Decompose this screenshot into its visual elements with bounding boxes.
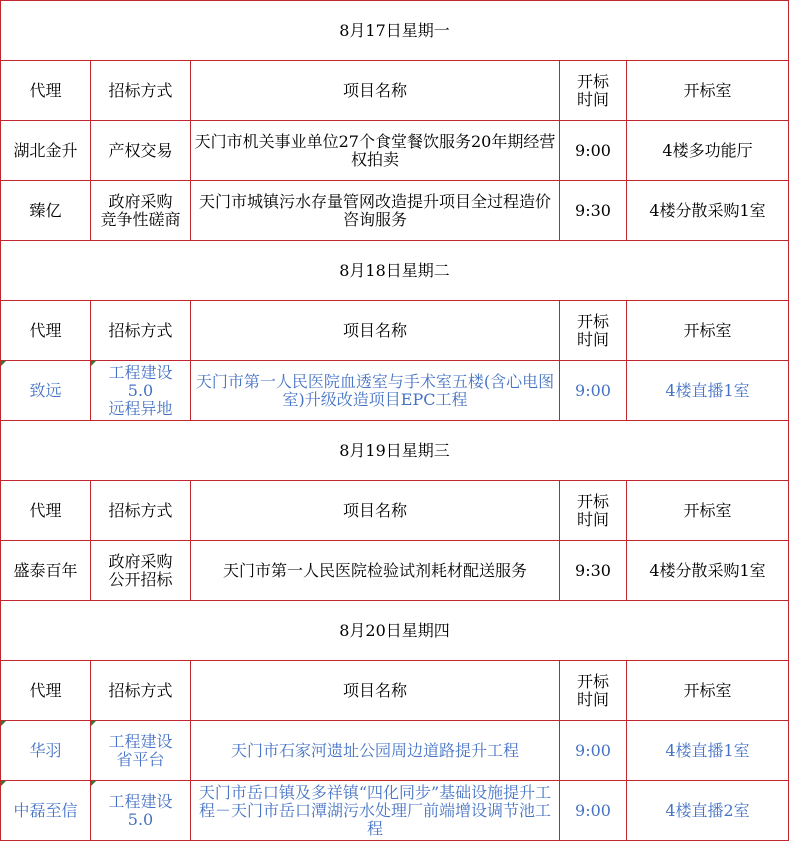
day-header-row (1, 601, 789, 661)
column-header-agent: 代理 (1, 481, 91, 541)
column-header-room: 开标室 (627, 301, 789, 361)
schedule-body (1, 1, 789, 841)
table-row (1, 181, 789, 241)
table-row (1, 541, 789, 601)
method-cell: 政府采购 公开招标 (91, 541, 191, 601)
column-header-row (1, 301, 789, 361)
column-header-method: 招标方式 (91, 481, 191, 541)
day-header-row (1, 241, 789, 301)
project-name-cell: 天门市石家河遗址公园周边道路提升工程 (191, 721, 560, 781)
column-header-project: 项目名称 (191, 61, 560, 121)
column-header-row (1, 481, 789, 541)
column-header-method: 招标方式 (91, 301, 191, 361)
project-name-cell: 天门市第一人民医院血透室与手术室五楼(含心电图室)升级改造项目EPC工程 (191, 361, 560, 421)
method-cell: 工程建设 5.0 (91, 781, 191, 841)
day-header-row (1, 1, 789, 61)
column-header-time: 开标 时间 (560, 481, 627, 541)
agent-cell: 湖北金升 (1, 121, 91, 181)
agent-cell: 致远 (1, 361, 91, 421)
column-header-method: 招标方式 (91, 661, 191, 721)
project-name-cell: 天门市岳口镇及多祥镇“四化同步”基础设施提升工程－天门市岳口潭湖污水处理厂前端增设调节池工程 (191, 781, 560, 841)
time-cell: 9:30 (560, 181, 627, 241)
method-cell: 政府采购 竞争性磋商 (91, 181, 191, 241)
project-name-cell: 天门市第一人民医院检验试剂耗材配送服务 (191, 541, 560, 601)
column-header-project: 项目名称 (191, 301, 560, 361)
table-row (1, 361, 789, 421)
day-title: 8月19日星期三 (1, 421, 789, 481)
day-header-row (1, 421, 789, 481)
room-cell: 4楼分散采购1室 (627, 181, 789, 241)
column-header-room: 开标室 (627, 661, 789, 721)
column-header-row (1, 61, 789, 121)
room-cell: 4楼直播2室 (627, 781, 789, 841)
table-row (1, 121, 789, 181)
column-header-row (1, 661, 789, 721)
room-cell: 4楼分散采购1室 (627, 541, 789, 601)
table-row (1, 721, 789, 781)
method-cell: 工程建设 省平台 (91, 721, 191, 781)
column-header-time: 开标 时间 (560, 61, 627, 121)
project-name-cell: 天门市机关事业单位27个食堂餐饮服务20年期经营权拍卖 (191, 121, 560, 181)
table-row (1, 781, 789, 841)
column-header-project: 项目名称 (191, 481, 560, 541)
column-header-agent: 代理 (1, 301, 91, 361)
room-cell: 4楼直播1室 (627, 721, 789, 781)
room-cell: 4楼直播1室 (627, 361, 789, 421)
room-cell: 4楼多功能厅 (627, 121, 789, 181)
column-header-room: 开标室 (627, 481, 789, 541)
day-title: 8月20日星期四 (1, 601, 789, 661)
column-header-room: 开标室 (627, 61, 789, 121)
day-title: 8月18日星期二 (1, 241, 789, 301)
agent-cell: 臻亿 (1, 181, 91, 241)
column-header-agent: 代理 (1, 61, 91, 121)
time-cell: 9:00 (560, 781, 627, 841)
time-cell: 9:00 (560, 361, 627, 421)
time-cell: 9:00 (560, 121, 627, 181)
method-cell: 产权交易 (91, 121, 191, 181)
project-name-cell: 天门市城镇污水存量管网改造提升项目全过程造价咨询服务 (191, 181, 560, 241)
time-cell: 9:00 (560, 721, 627, 781)
agent-cell: 中磊至信 (1, 781, 91, 841)
method-cell: 工程建设 5.0 远程异地 (91, 361, 191, 421)
agent-cell: 盛泰百年 (1, 541, 91, 601)
column-header-method: 招标方式 (91, 61, 191, 121)
column-header-project: 项目名称 (191, 661, 560, 721)
agent-cell: 华羽 (1, 721, 91, 781)
column-header-time: 开标 时间 (560, 301, 627, 361)
column-header-time: 开标 时间 (560, 661, 627, 721)
column-header-agent: 代理 (1, 661, 91, 721)
day-title: 8月17日星期一 (1, 1, 789, 61)
time-cell: 9:30 (560, 541, 627, 601)
